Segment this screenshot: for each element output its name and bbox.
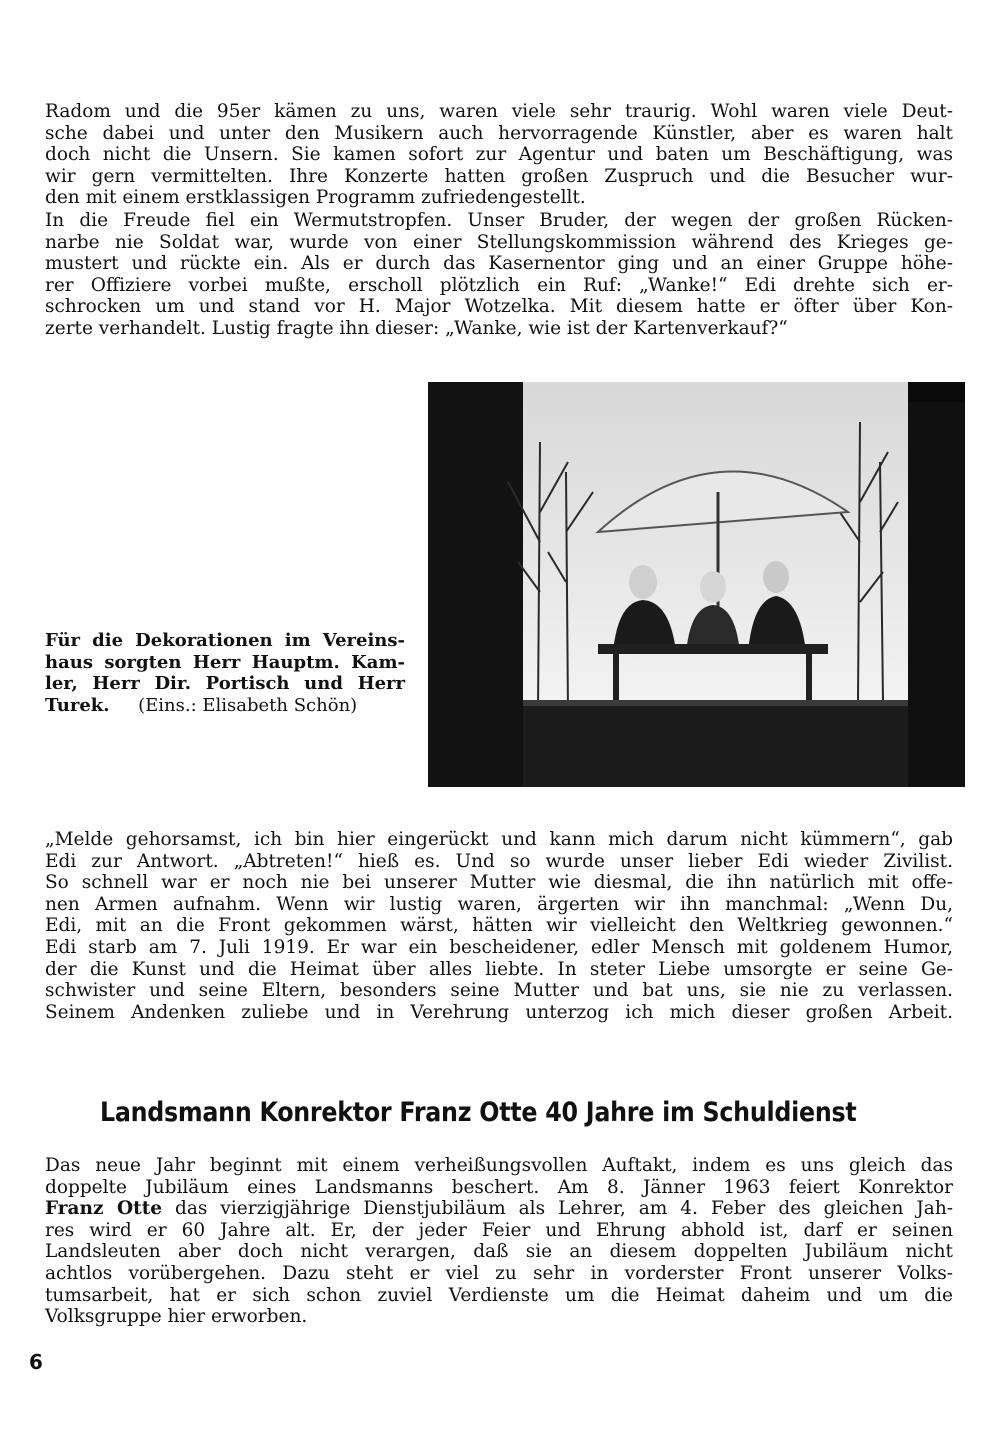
paragraph-4 [45, 1155, 953, 1328]
caption-line: Für die Dekorationen im Vereins- [45, 630, 405, 651]
text-line: Radom und die 95er kämen zu uns, waren viele sehr traurig. Wohl waren viele Deut- [45, 101, 953, 122]
text-line: der die Kunst und die Heimat über alles liebte. In steter Liebe umsorgte er seine Ge- [45, 958, 953, 980]
text-line: In die Freude fiel ein Wermutstropfen. Unser Bruder, der wegen der großen Rücken- [45, 210, 953, 231]
article-heading: Landsmann Konrektor Franz Otte 40 Jahre im Schuldienst [100, 1097, 857, 1128]
text-line: Edi starb am 7. Juli 1919. Er war ein bescheidener, edler Mensch mit goldenem Humor, [45, 936, 953, 958]
photo-caption [45, 630, 405, 716]
paragraph-1 [45, 101, 953, 209]
photo-scene [428, 382, 965, 787]
name-highlight: Franz Otte [45, 1198, 163, 1220]
photograph [428, 382, 965, 787]
text-line: schrocken um und stand vor H. Major Wotzelka. Mit diesem hatte er öfter über Kon- [45, 296, 953, 318]
text-line: nen Armen aufnahm. Wenn wir lustig waren, ärgerten wir ihn manchmal: „Wenn Du, [45, 893, 953, 915]
text-line: achtlos vorübergehen. Dazu steht er viel zu sehr in vorderster Front unserer Volks- [45, 1262, 953, 1284]
caption-line: Turek. [45, 694, 110, 716]
paragraph-2 [45, 210, 953, 340]
text-line: Franz Otte das vierzigjährige Dienstjubiläum als Lehrer, am 4. Feber des gleichen Jah- [45, 1198, 954, 1220]
text-line: Landsleuten aber doch nicht verargen, daß sie an diesem doppelten Jubiläum nicht [45, 1241, 953, 1263]
text-line: schwister und seine Eltern, besonders seine Mutter und bat uns, sie nie zu verlassen. [45, 980, 953, 1002]
table [598, 644, 828, 654]
paragraph-3 [45, 829, 953, 1023]
text-line: Volksgruppe hier erworben. [45, 1306, 308, 1328]
text-line: res wird er 60 Jahre alt. Er, der jeder Feier und Ehrung abhold ist, darf er seinen [45, 1219, 953, 1241]
text-line: mustert und rückte ein. Als er durch das Kasernentor ging und an einer Gruppe höhe- [45, 253, 953, 275]
page-number: 6 [29, 1350, 43, 1374]
text-line: sche dabei und unter den Musikern auch hervorragende Künstler, aber es waren halt [45, 122, 953, 144]
text-line: Edi zur Antwort. „Abtreten!“ hieß es. Und so wurde unser lieber Edi wieder Zivilist. [45, 850, 953, 872]
text-line: Das neue Jahr beginnt mit einem verheißungsvollen Auftakt, indem es uns gleich das [45, 1155, 953, 1176]
caption-line: haus sorgten Herr Hauptm. Kam- [45, 651, 405, 673]
text-line: rer Offiziere vorbei mußte, erscholl plötzlich ein Ruf: „Wanke!“ Edi drehte sich er- [45, 274, 953, 296]
text-line: den mit einem erstklassigen Programm zufriedengestellt. [45, 187, 586, 209]
text-line: Seinem Andenken zuliebe und in Verehrung unterzog ich mich dieser großen Arbeit. [45, 1001, 953, 1023]
text-line: narbe nie Soldat war, wurde von einer Stellungskommission während des Krieges ge- [45, 231, 953, 253]
text-line: doppelte Jubiläum eines Landsmanns beschert. Am 8. Jänner 1963 feiert Konrektor [45, 1176, 953, 1198]
caption-line: ler, Herr Dir. Portisch und Herr [45, 673, 405, 695]
text-line: wir gern vermittelten. Ihre Konzerte hatten großen Zuspruch und die Besucher wur- [45, 165, 953, 187]
three-men [613, 561, 806, 654]
text-line: zerte verhandelt. Lustig fragte ihn dieser: „Wanke, wie ist der Kartenverkauf?“ [45, 317, 788, 339]
text-line: tumsarbeit, hat er sich schon zuviel Verdienste um die Heimat daheim und um die [45, 1284, 953, 1306]
text-line: „Melde gehorsamst, ich bin hier eingerückt und kann mich darum nicht kümmern“, gab [45, 829, 953, 850]
text-line: So schnell war er noch nie bei unserer Mutter wie diesmal, die ihn natürlich mit offe- [45, 872, 953, 894]
text-line: Edi, mit an die Front gekommen wärst, hätten wir vielleicht den Weltkrieg gewonnen.“ [45, 915, 953, 937]
text-line: doch nicht die Unsern. Sie kamen sofort zur Agentur und baten um Beschäftigung, was [45, 144, 953, 166]
photo-credit: (Eins.: Elisabeth Schön) [138, 694, 358, 716]
